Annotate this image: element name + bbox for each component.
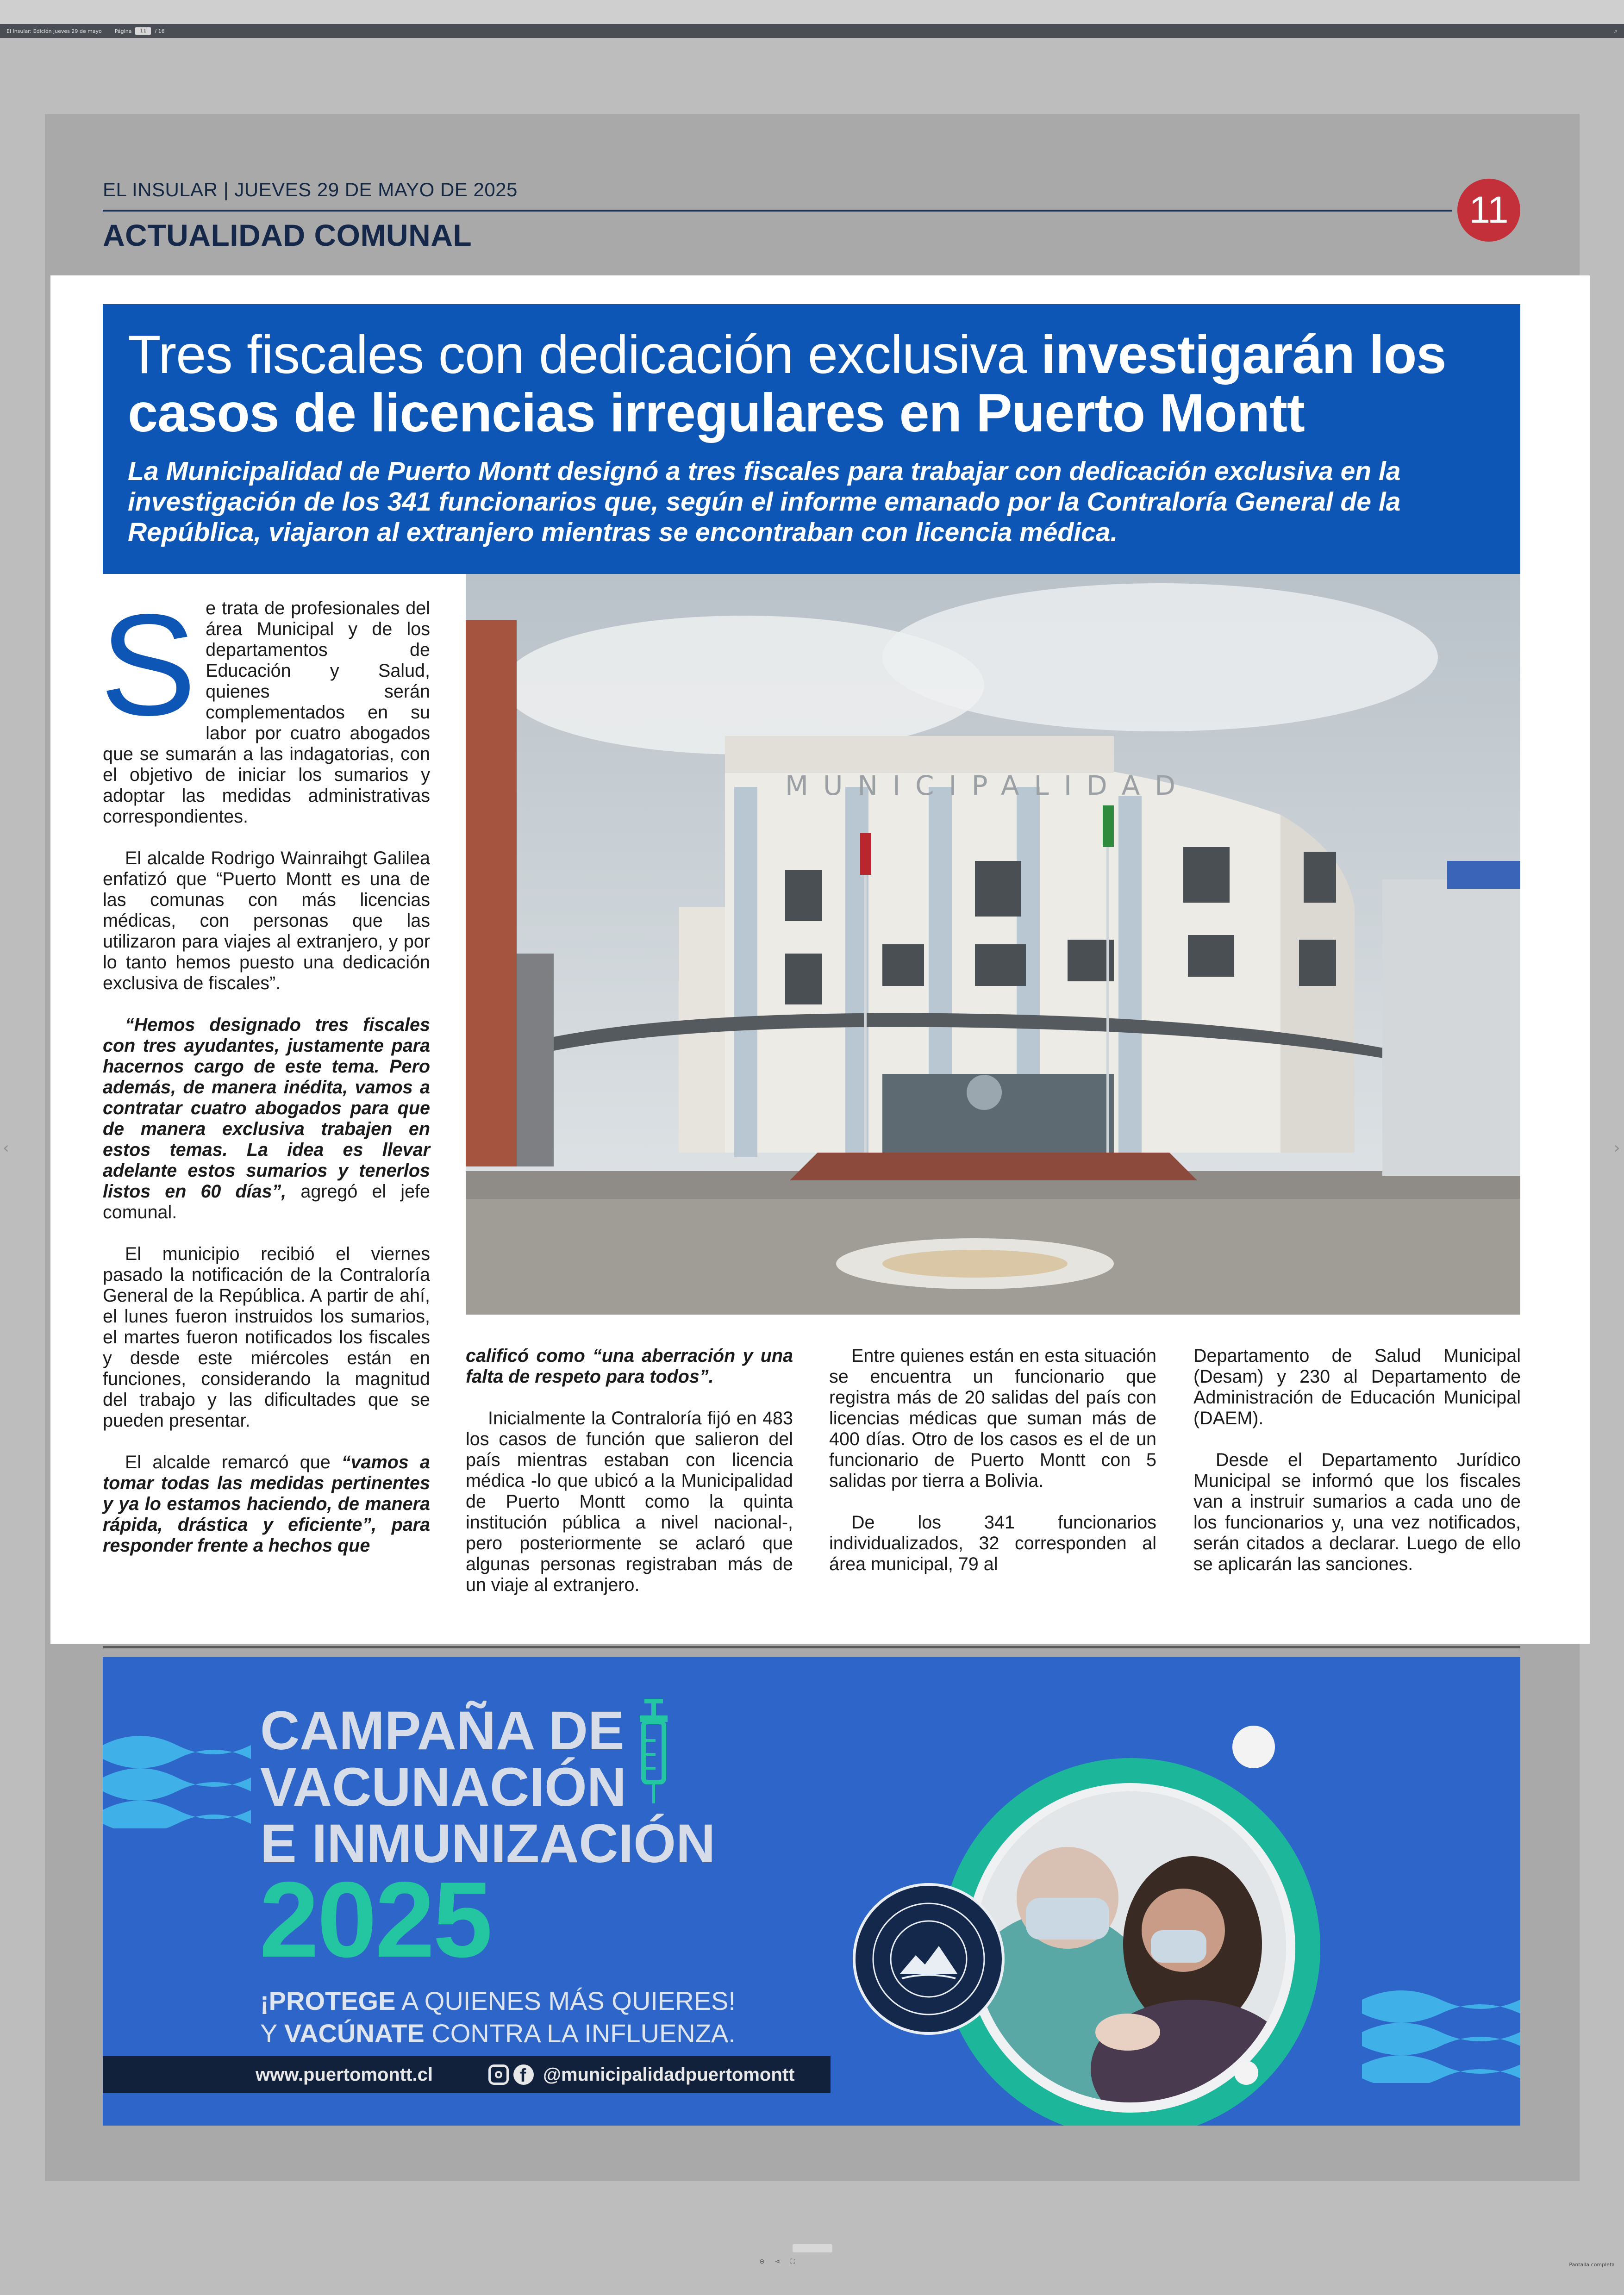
wave-decoration-left-icon xyxy=(103,1727,251,1828)
article-column-2 xyxy=(466,1346,793,1596)
page-number-input[interactable]: 11 xyxy=(135,27,151,35)
headline-light: Tres fiscales con dedicación exclusiva xyxy=(128,324,1041,385)
next-page-arrow-icon[interactable]: › xyxy=(1614,1139,1620,1157)
ad-slogan-2-rest: CONTRA LA INFLUENZA. xyxy=(424,2019,736,2048)
paragraph-5-quote: “vamos a tomar todas las medidas pertinentes y ya lo estamos haciendo, de manera rápida, drástica y eficiente”, para responder frente a hechos que xyxy=(103,1452,430,1556)
ad-year: 2025 xyxy=(259,1860,491,1980)
zoom-out-icon[interactable]: ⊖ xyxy=(759,2258,765,2265)
photo-facade-sign: MUNICIPALIDAD xyxy=(785,770,1190,801)
page-total: / 16 xyxy=(155,28,165,34)
ad-title xyxy=(260,1700,769,1874)
zoom-slider[interactable] xyxy=(793,2244,832,2252)
paragraph-6-quote: calificó como “una aberración y una falta de respeto para todos”. xyxy=(466,1346,793,1387)
municipality-seal-logo xyxy=(853,1883,1005,2035)
vaccination-photo xyxy=(975,1791,1286,2102)
page-label: Página xyxy=(114,28,132,34)
vaccination-campaign-ad[interactable] xyxy=(103,1657,1520,2126)
headline-box xyxy=(103,304,1520,574)
wave-decoration-right-icon xyxy=(1362,1972,1520,2083)
headline xyxy=(128,325,1497,442)
ad-slogan-1-rest: A QUIENES MÁS QUIERES! xyxy=(395,1986,736,2015)
headline-bold: investigarán los casos de licencias irregulares en Puerto Montt xyxy=(128,324,1446,443)
ad-slogan-2-pre: Y xyxy=(260,2019,284,2048)
article-column-1 xyxy=(100,585,430,1556)
search-icon[interactable]: ⌕ xyxy=(1614,27,1618,35)
paragraph-8: Entre quienes están en esta situación se encuentra un funcionario que registra más de 20 salidas del país con licencias médicas que suman más de 400 días. Otro de los casos es el de un funcionario de Puerto Montt con 5 salidas por tierra a Bolivia. xyxy=(829,1346,1156,1491)
municipal-building-photo xyxy=(466,574,1520,1315)
paragraph-3-quote: “Hemos designado tres fiscales con tres ayudantes, justamente para hacernos cargo de este tema. Pero además, de manera inédita, vamos a contratar cuatro abogados para que de manera exclusiva trabajen en estos temas. La idea es llevar adelante estos sumarios y tenerlos listos en 60 días”, xyxy=(103,1015,430,1202)
ad-title-line-3: E INMUNIZACIÓN xyxy=(260,1813,716,1874)
previous-page-arrow-icon[interactable]: ‹ xyxy=(3,1139,9,1157)
syringe-icon xyxy=(626,1699,681,1805)
paragraph-2: El alcalde Rodrigo Wainraihgt Galilea enfatizó que “Puerto Montt es una de las comunas con más licencias médicas, con personas que las utilizaron para viajes al extranjero, y por lo tanto hemos puesto una dedicación exclusiva de fiscales”. xyxy=(103,848,430,993)
ad-title-line-1: CAMPAÑA DE xyxy=(260,1700,625,1761)
ad-website-link[interactable]: www.puertomontt.cl xyxy=(256,2064,433,2085)
share-icon[interactable]: ⋖ xyxy=(775,2258,781,2265)
paragraph-7: Inicialmente la Contraloría fijó en 483 los casos de función que salieron del país mientras estaban con licencia médica -lo que ubicó a la Municipalidad de Puerto Montt como la quinta institución pública a nivel nacional-, pero posteriormente se aclaró que algunas personas registraban más de un viaje al extranjero. xyxy=(466,1408,793,1595)
ad-social-handle: @municipalidadpuertomontt xyxy=(543,2064,795,2085)
article-column-4 xyxy=(1193,1346,1521,1575)
ad-divider-rule xyxy=(103,1646,1520,1648)
paragraph-9: De los 341 funcionarios individualizados, 32 corresponden al área municipal, 79 al xyxy=(829,1512,1156,1574)
paragraph-4: El municipio recibió el viernes pasado la notificación de la Contraloría General de la República. A partir de ahí, el lunes fueron instruidos los sumarios, el martes fueron notificados los fiscales y desde este miércoles están en funciones, considerando la magnitud del trabajo y las dificultades que se pueden presentar. xyxy=(103,1244,430,1431)
section-title: ACTUALIDAD COMUNAL xyxy=(103,218,472,252)
facebook-icon[interactable] xyxy=(513,2064,534,2085)
viewer-top-strip xyxy=(0,0,1624,24)
instagram-icon[interactable] xyxy=(488,2064,509,2085)
header-date-line: EL INSULAR | JUEVES 29 DE MAYO DE 2025 xyxy=(103,179,518,200)
article xyxy=(50,275,1590,1644)
ad-slogan-1-bold: ¡PROTEGE xyxy=(260,1986,396,2015)
fullscreen-icon[interactable]: ⛶ xyxy=(790,2258,795,2265)
article-deck: La Municipalidad de Puerto Montt designó a tres fiscales para trabajar con dedicación exclusiva en la investigación de los 341 funcionarios que, según el informe emanado por la Contraloría General de la República, viajaron al extranjero mientras se encontraban con licencia médica. xyxy=(128,456,1401,547)
drop-cap: S xyxy=(100,585,197,746)
fullscreen-label[interactable]: Pantalla completa xyxy=(1569,2262,1615,2268)
ad-social xyxy=(488,2064,794,2085)
decorative-dot xyxy=(1234,2061,1258,2085)
paragraph-10: Departamento de Salud Municipal (Desam) y 230 al Departamento de Administración de Educación Municipal (DAEM). xyxy=(1193,1346,1521,1428)
decorative-dot xyxy=(1232,1726,1275,1768)
paragraph-11: Desde el Departamento Jurídico Municipal se informó que los fiscales van a instruir sumarios a cada uno de los funcionarios y, una vez notificados, serán citados a declarar. Luego de ello se aplicarán las sanciones. xyxy=(1193,1450,1521,1574)
ad-title-line-2: VACUNACIÓN xyxy=(260,1757,627,1818)
ad-footer-bar xyxy=(103,2056,831,2093)
ad-slogan xyxy=(260,1985,816,2050)
header-rule xyxy=(103,210,1452,212)
ad-slogan-2-bold: VACÚNATE xyxy=(284,2019,425,2048)
viewer-toolbar xyxy=(0,24,1624,38)
page-number-badge: 11 xyxy=(1457,179,1520,242)
article-column-3 xyxy=(829,1346,1156,1575)
viewer-bottom-controls xyxy=(759,2258,795,2265)
paragraph-5-head: El alcalde remarcó que xyxy=(125,1452,342,1472)
paragraph-1: e trata de profesionales del área Municipal y de los departamentos de Educación y Salud, quienes serán complementados en su labor por cuatro abogados que se sumarán a las indagatorias, con el objetivo de iniciar los sumarios y adoptar las medidas administrativas correspondientes. xyxy=(103,598,430,827)
document-title: El Insular: Edición jueves 29 de mayo xyxy=(6,28,102,34)
paragraph-3-tail: agregó el jefe comunal. xyxy=(103,1181,430,1222)
